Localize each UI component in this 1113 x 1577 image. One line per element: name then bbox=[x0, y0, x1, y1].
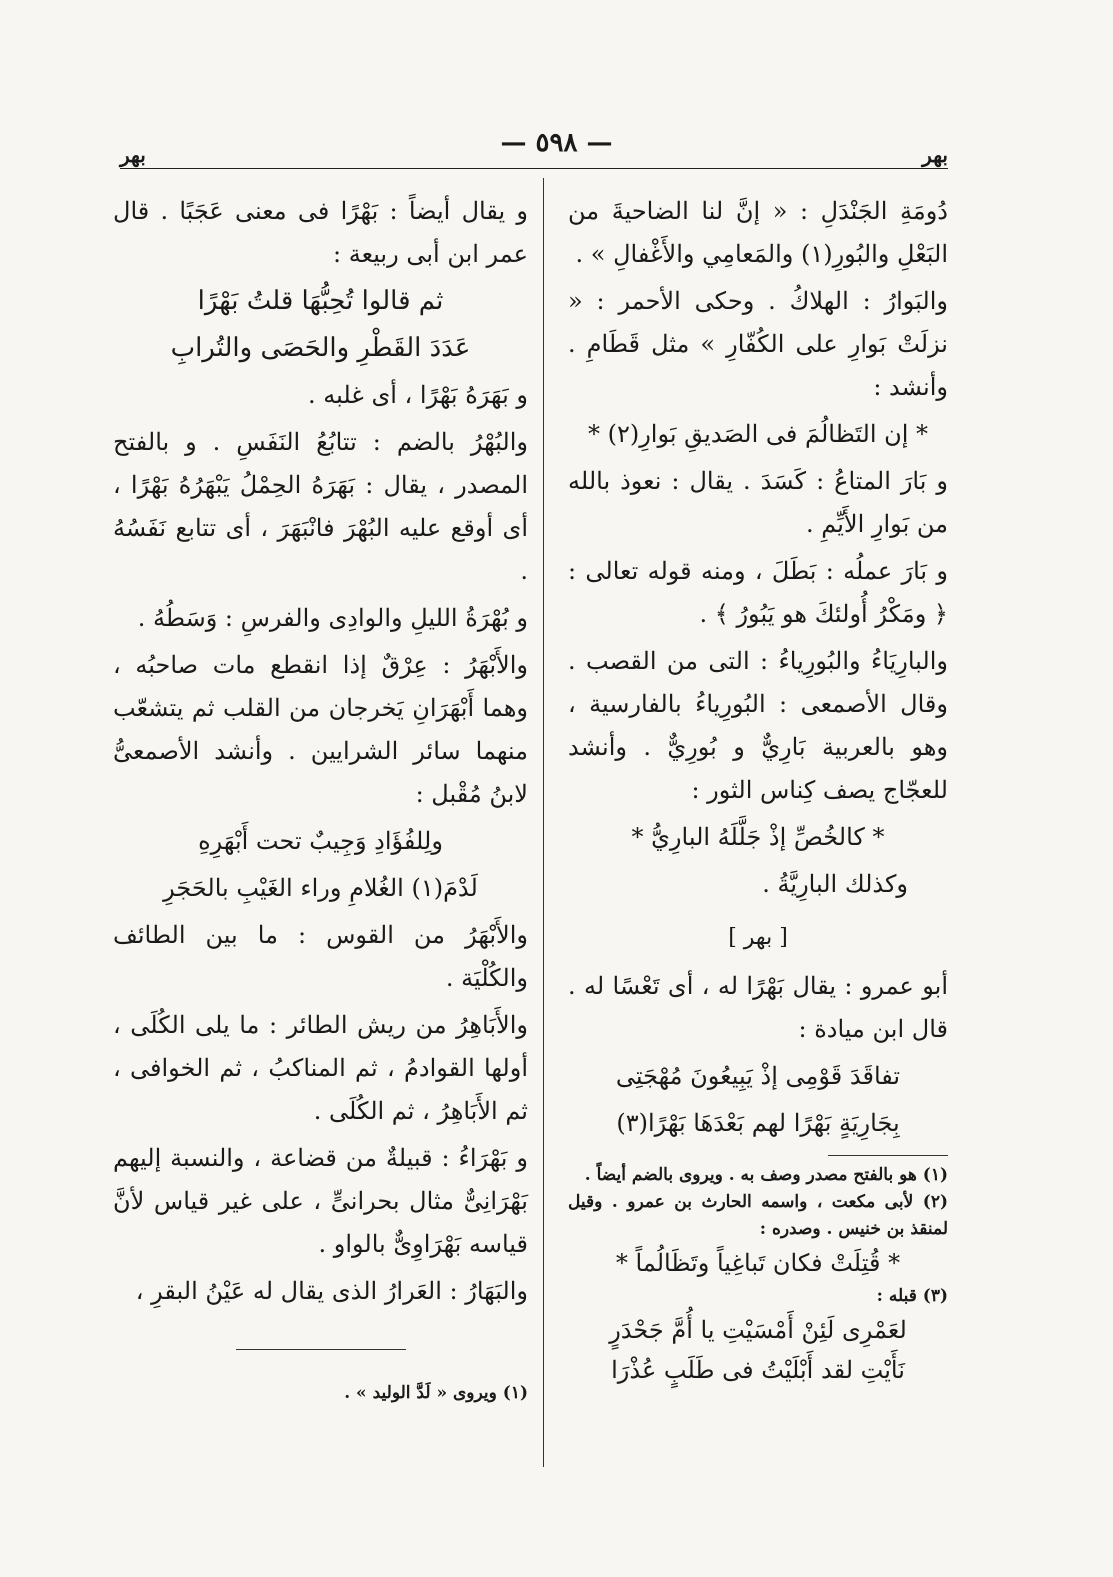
footnote-verse: * قُتِلَتْ فكان تَباغِياً وتَظَالُماً * bbox=[615, 1249, 901, 1277]
paragraph: و بَهْرَاءُ : قبيلةٌ من قضاعة ، والنسبة إليهم بَهْرَانِىٌّ مثال بحرانىٍّ ، على غير قياس لأنَّ قياسه بَهْرَاوِىٌّ بالواو . bbox=[113, 1144, 528, 1258]
paragraph: دُومَةِ الجَنْدَلِ : « إنَّ لنا الضاحيةَ من البَعْلِ والبُورِ(١) والمَعامِي والأَغْفالِ » . bbox=[568, 197, 948, 268]
footnote-verse: نَأَيْتِ لقد أَبْلَيْتُ فى طَلَبٍ عُذْرَا bbox=[611, 1356, 905, 1384]
right-column bbox=[568, 190, 948, 1390]
verse-continuation: وكذلك البارِيَّةُ . bbox=[762, 870, 908, 898]
verse: * إن التَظالُمَ فى الصَديقِ بَوارِ(٢) * bbox=[587, 420, 929, 448]
running-head-left: بهر bbox=[120, 143, 146, 167]
paragraph: و بَارَ عملُه : بَطَلَ ، ومنه قوله تعالى : ﴿ ومَكْرُ أُولئكَ هو يَبُورُ ﴾ . bbox=[568, 557, 948, 628]
paragraph: والأَبَاهِرُ من ريش الطائر : ما يلى الكُلَى ، أولها القوادمُ ، ثم المناكبُ ، ثم الخوافى ، ثم الأَبَاهِرُ ، ثم الكُلَى . bbox=[113, 1011, 528, 1125]
paragraph: والبَوارُ : الهلاكُ . وحكى الأحمر : « نزلَتْ بَوارِ على الكُفّارِ » مثل قَطَامِ . وأنشد : bbox=[568, 287, 948, 401]
footnote: (١) هو بالفتح مصدر وصف به . ويروى بالضم أيضاً . bbox=[584, 1165, 948, 1185]
paragraph: والبارِيَاءُ والبُورِياءُ : التى من القصب . وقال الأصمعى : البُورِياءُ بالفارسية ، وهو بالعربية بَارِيٌّ و بُورِيٌّ . وأنشد للعجّاج يصف كِناس الثور : bbox=[568, 647, 948, 804]
running-head-right: بهر bbox=[922, 143, 948, 167]
footnote-verse: لعَمْرِى لَئِنْ أَمْسَيْتِ يا أُمَّ جَحْدَرٍ bbox=[609, 1316, 907, 1344]
footnote-rule bbox=[236, 1349, 406, 1350]
paragraph: والأَبْهَرُ من القوس : ما بين الطائف والكُلْيَة . bbox=[113, 921, 528, 992]
verse-line: بِجَارِيَةٍ بَهْرًا لهم بَعْدَهَا بَهْرًا(٣) bbox=[616, 1109, 900, 1137]
verse-line: ولِلفُؤَادِ وَجِيبٌ تحت أَبْهَرِهِ bbox=[198, 827, 443, 855]
footnote: (٢) لأبى مكعت ، واسمه الحارث بن عمرو . وقيل لمنقذ بن خنيس . وصدره : bbox=[568, 1192, 948, 1239]
left-column bbox=[113, 190, 528, 1407]
verse-line: لَدْمَ(١) الغُلامِ وراء الغَيْبِ بالحَجَرِ bbox=[163, 874, 478, 902]
column-divider bbox=[543, 178, 544, 1467]
paragraph: و بَهَرَهُ بَهْرًا ، أى غلبه . bbox=[307, 381, 528, 409]
verse: * كالخُصِّ إذْ جَلَّلَهُ البارِيُّ * bbox=[631, 823, 885, 851]
verse-line: ثم قالوا تُحِبُّهَا قلتُ بَهْرًا bbox=[197, 286, 444, 316]
verse-line: تفاقَدَ قَوْمِى إذْ يَبِيعُونَ مُهْجَتِى bbox=[615, 1062, 901, 1090]
paragraph: والبُهْرُ بالضم : تتابُعُ النَفَسِ . و بالفتح المصدر ، يقال : بَهَرَهُ الحِمْلُ يَبْهَرُهُ بَهْرًا ، أى أوقع عليه البُهْرَ فانْبَهَرَ ، أى تتابع نَفَسُهُ . bbox=[113, 428, 528, 585]
verse-line: عَدَدَ القَطْرِ والحَصَى والتُرابِ bbox=[170, 333, 471, 363]
header-rule bbox=[120, 168, 948, 169]
paragraph: و يقال أيضاً : بَهْرًا فى معنى عَجَبًا . قال عمر ابن أبى ربيعة : bbox=[113, 197, 528, 268]
paragraph: و بَارَ المتاعُ : كَسَدَ . يقال : نعوذ بالله من بَوارِ الأَيِّمِ . bbox=[568, 467, 948, 538]
footnote: (١) ويروى « لَدَّ الوليد » . bbox=[344, 1383, 528, 1403]
page-number: — ٥٩٨ — bbox=[500, 128, 613, 158]
paragraph: والبَهَارُ : العَرارُ الذى يقال له عَيْنُ البقرِ ، bbox=[135, 1277, 528, 1305]
paragraph: والأَبْهَرُ : عِرْقٌ إذا انقطع مات صاحبُه ، وهما أَبْهَرَانِ يَخرجان من القلب ثم يتشعّب منهما سائر الشرايين . وأنشد الأصمعىُّ لابنُ مُقْبل : bbox=[113, 651, 528, 808]
paragraph: و بُهْرَةُ الليلِ والوادِى والفرسِ : وَسَطُهُ . bbox=[137, 604, 528, 632]
paragraph: أبو عمرو : يقال بَهْرًا له ، أى تَعْسًا له . قال ابن ميادة : bbox=[568, 972, 948, 1043]
entry-heading: [ بهر ] bbox=[728, 925, 788, 950]
footnote-rule bbox=[828, 1155, 948, 1156]
footnote: (٣) قبله : bbox=[876, 1286, 948, 1306]
